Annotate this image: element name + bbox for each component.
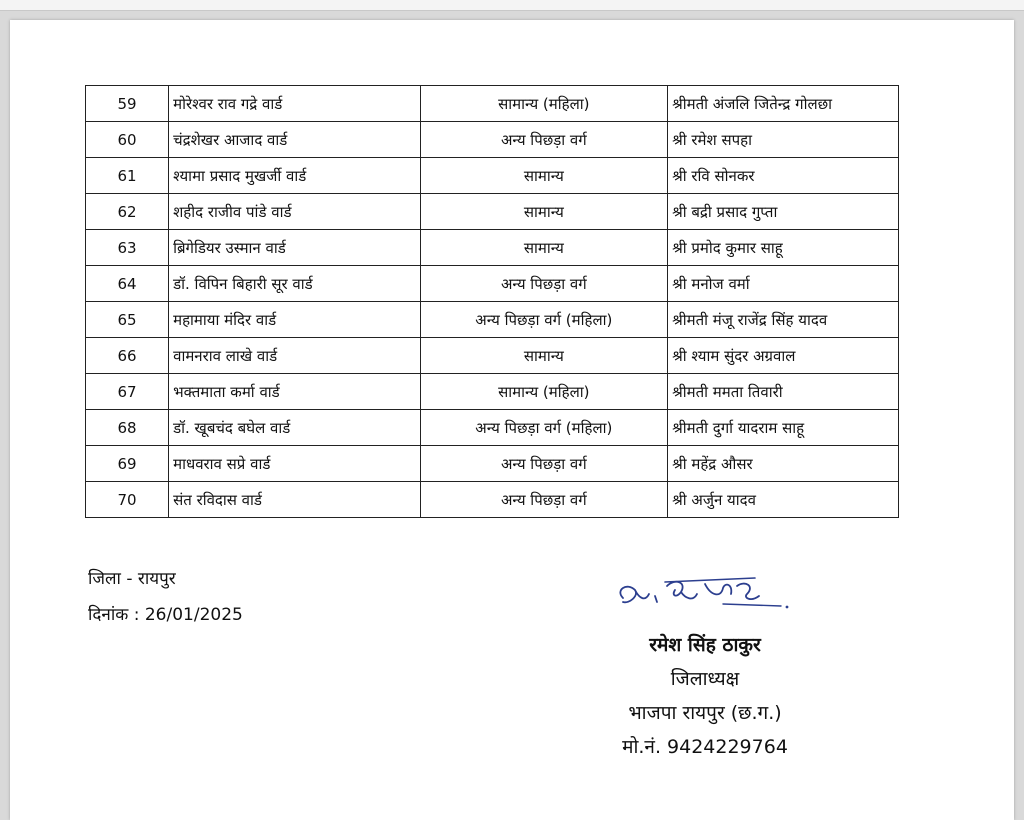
reservation-category: अन्य पिछड़ा वर्ग	[420, 482, 668, 518]
candidate-name: श्री बद्री प्रसाद गुप्ता	[668, 194, 899, 230]
table-row	[86, 194, 899, 230]
ward-number: 62	[86, 194, 169, 230]
reservation-category: सामान्य (महिला)	[420, 374, 668, 410]
table-row	[86, 86, 899, 122]
ward-number: 70	[86, 482, 169, 518]
reservation-category: सामान्य	[420, 194, 668, 230]
ward-number: 61	[86, 158, 169, 194]
ward-number: 59	[86, 86, 169, 122]
candidate-name: श्री श्याम सुंदर अग्रवाल	[668, 338, 899, 374]
ward-name: मोरेश्वर राव गद्रे वार्ड	[169, 86, 420, 122]
table-row	[86, 410, 899, 446]
reservation-category: अन्य पिछड़ा वर्ग (महिला)	[420, 410, 668, 446]
ward-number: 60	[86, 122, 169, 158]
district-line: जिला - रायपुर	[88, 569, 176, 589]
ward-name: माधवराव सप्रे वार्ड	[169, 446, 420, 482]
candidate-name: श्रीमती दुर्गा यादराम साहू	[668, 410, 899, 446]
candidate-name: श्रीमती मंजू राजेंद्र सिंह यादव	[668, 302, 899, 338]
ward-name: चंद्रशेखर आजाद वार्ड	[169, 122, 420, 158]
ward-name: डॉ. विपिन बिहारी सूर वार्ड	[169, 266, 420, 302]
previous-page-edge	[0, 0, 1024, 11]
reservation-category: सामान्य	[420, 230, 668, 266]
table-row	[86, 374, 899, 410]
reservation-category: सामान्य	[420, 158, 668, 194]
ward-name: श्यामा प्रसाद मुखर्जी वार्ड	[169, 158, 420, 194]
handwritten-signature	[605, 568, 805, 618]
ward-number: 66	[86, 338, 169, 374]
ward-name: महामाया मंदिर वार्ड	[169, 302, 420, 338]
signatory-mobile: मो.नं. 9424229764	[622, 736, 788, 758]
ward-name: भक्तमाता कर्मा वार्ड	[169, 374, 420, 410]
reservation-category: सामान्य	[420, 338, 668, 374]
ward-name: शहीद राजीव पांडे वार्ड	[169, 194, 420, 230]
ward-name: डॉ. खूबचंद बघेल वार्ड	[169, 410, 420, 446]
candidate-name: श्री महेंद्र औसर	[668, 446, 899, 482]
document-page	[10, 20, 1014, 820]
candidate-name: श्रीमती ममता तिवारी	[668, 374, 899, 410]
signatory-designation: जिलाध्यक्ष	[670, 668, 740, 690]
candidate-name: श्री प्रमोद कुमार साहू	[668, 230, 899, 266]
candidate-name: श्री रमेश सपहा	[668, 122, 899, 158]
reservation-category: अन्य पिछड़ा वर्ग	[420, 122, 668, 158]
ward-number: 69	[86, 446, 169, 482]
candidate-name: श्री मनोज वर्मा	[668, 266, 899, 302]
table-row	[86, 446, 899, 482]
table-row	[86, 482, 899, 518]
table-row	[86, 338, 899, 374]
table-row	[86, 302, 899, 338]
reservation-category: अन्य पिछड़ा वर्ग	[420, 266, 668, 302]
signatory-block	[570, 628, 840, 764]
ward-name: वामनराव लाखे वार्ड	[169, 338, 420, 374]
table-row	[86, 122, 899, 158]
ward-number: 65	[86, 302, 169, 338]
date-line: दिनांक : 26/01/2025	[88, 605, 243, 625]
ward-number: 64	[86, 266, 169, 302]
reservation-category: अन्य पिछड़ा वर्ग	[420, 446, 668, 482]
signatory-name: रमेश सिंह ठाकुर	[649, 634, 761, 656]
ward-name: संत रविदास वार्ड	[169, 482, 420, 518]
ward-reservation-table	[85, 85, 899, 518]
ward-number: 67	[86, 374, 169, 410]
reservation-category: अन्य पिछड़ा वर्ग (महिला)	[420, 302, 668, 338]
candidate-name: श्री अर्जुन यादव	[668, 482, 899, 518]
candidate-name: श्रीमती अंजलि जितेन्द्र गोलछा	[668, 86, 899, 122]
table-row	[86, 266, 899, 302]
ward-number: 63	[86, 230, 169, 266]
ward-number: 68	[86, 410, 169, 446]
table-row	[86, 158, 899, 194]
candidate-name: श्री रवि सोनकर	[668, 158, 899, 194]
reservation-category: सामान्य (महिला)	[420, 86, 668, 122]
signatory-organization: भाजपा रायपुर (छ.ग.)	[628, 702, 782, 724]
table-row	[86, 230, 899, 266]
ward-name: ब्रिगेडियर उस्मान वार्ड	[169, 230, 420, 266]
